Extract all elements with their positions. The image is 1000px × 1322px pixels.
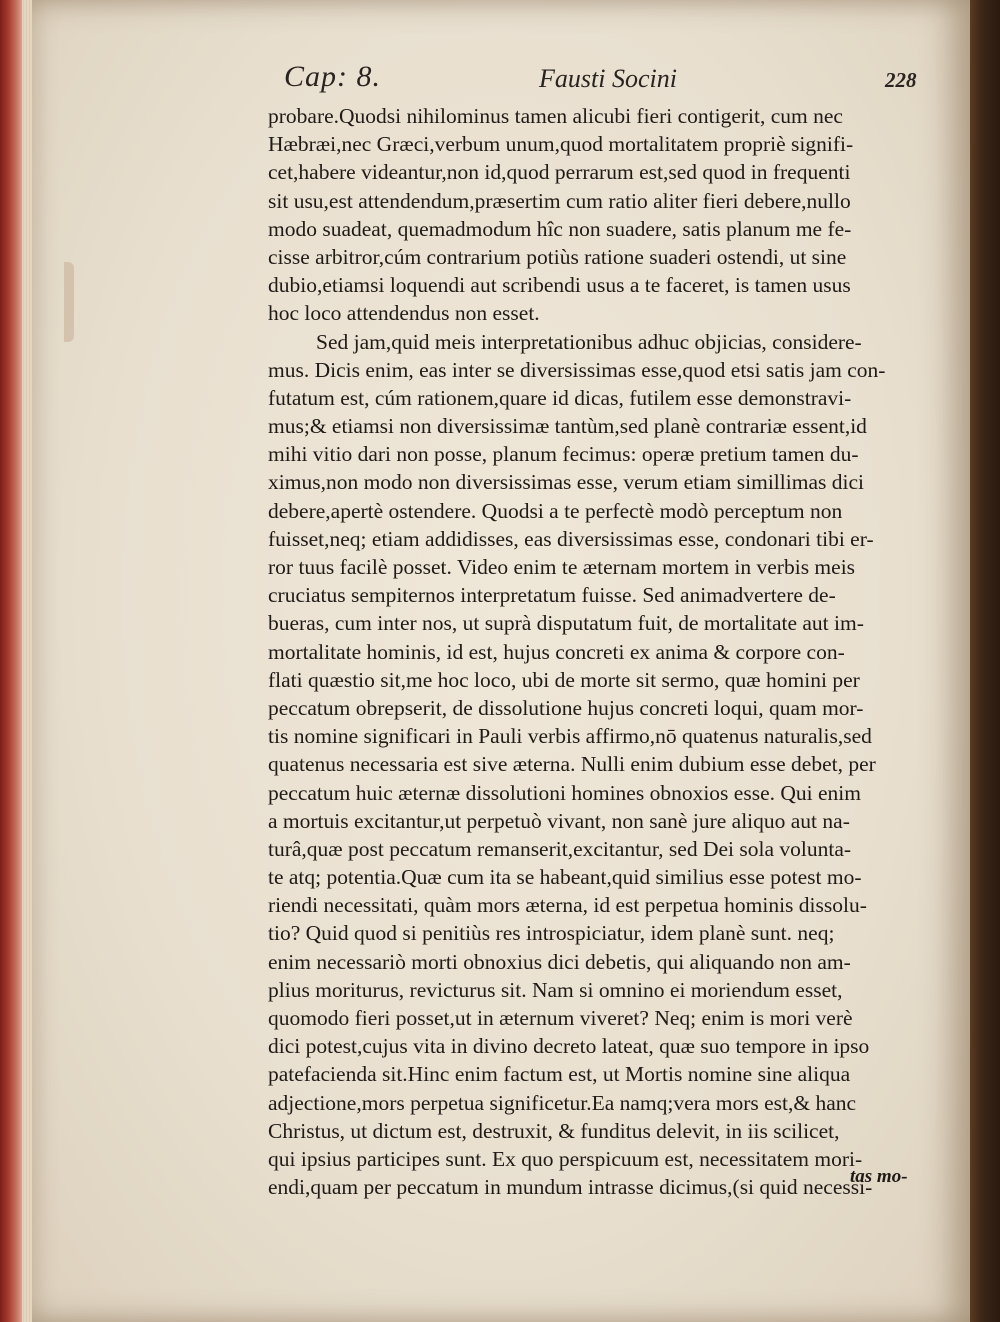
text-line: hoc loco attendendus non esset. <box>268 301 540 326</box>
text-line: tis nomine significari in Pauli verbis affirmo,nō quatenus naturalis,sed <box>268 724 872 749</box>
text-line: cet,habere videantur,non id,quod perrarum est,sed quod in frequenti <box>268 160 851 185</box>
text-line: ror tuus facilè posset. Video enim te æternam mortem in verbis meis <box>268 555 856 579</box>
text-line: cisse arbitror,cúm contrarium potiùs ratione suaderi ostendi, ut sine <box>268 244 847 269</box>
text-line: riendi necessitati, quàm mors æterna, id est perpetua hominis dissolu- <box>268 893 867 918</box>
text-line: enim necessariò morti obnoxius dici debetis, qui aliquando non am- <box>268 949 851 974</box>
text-line: adjectione,mors perpetua significetur.Ea namq;vera mors est,& hanc <box>268 1090 857 1115</box>
text-line: quatenus necessaria est sive æterna. Nulli enim dubium esse debet, per <box>268 752 876 777</box>
text-line: peccatum obrepserit, de dissolutione hujus concreti loqui, quam mor- <box>268 695 864 720</box>
text-line: fuisset,neq; etiam addidisses, eas diversissimas esse, condonari tibi er- <box>268 526 874 551</box>
text-line: probare.Quodsi nihilominus tamen alicubi fieri contigerit, cum nec <box>268 104 843 128</box>
text-line: qui ipsius participes sunt. Ex quo perspicuum est, necessitatem mori- <box>268 1146 863 1171</box>
text-line: turâ,quæ post peccatum remanserit,excitantur, sed Dei sola volunta- <box>268 836 852 861</box>
page-edges <box>22 0 32 1322</box>
text-line: endi,quam per peccatum in mundum intrasse dicimus,(si quid necessi- <box>268 1175 873 1200</box>
running-header <box>32 60 970 106</box>
book-page <box>32 0 970 1322</box>
text-line: patefacienda sit.Hinc enim factum est, ut Mortis nomine sine aliqua <box>268 1062 851 1087</box>
text-line: peccatum huic æternæ dissolutioni homines obnoxios esse. Qui enim <box>268 780 861 805</box>
text-line: quomodo fieri posset,ut in æternum viveret? Neq; enim is mori verè <box>268 1006 853 1030</box>
text-line: Sed jam,quid meis interpretationibus adhuc objicias, considere- <box>316 329 862 354</box>
page-number: 228 <box>885 68 917 92</box>
text-line: bueras, cum inter nos, ut suprà disputatum fuit, de mortalitate aut im- <box>268 611 864 636</box>
book-binding-right <box>970 0 1000 1322</box>
text-line: dubio,etiamsi loquendi aut scribendi usus a te faceret, is tamen usus <box>268 273 851 298</box>
catchword: tas mo- <box>850 1166 908 1187</box>
text-line: flati quæstio sit,me hoc loco, ubi de morte sit sermo, quæ homini per <box>268 667 860 692</box>
text-line: cruciatus sempiternos interpretatum fuisse. Sed animadvertere de- <box>268 583 836 608</box>
text-line: a mortuis excitantur,ut perpetuò vivant, non sanè jure aliquo aut na- <box>268 808 850 833</box>
text-line: ximus,non modo non diversissimas esse, verum etiam simillimas dici <box>268 470 864 495</box>
text-line: tio? Quid quod si penitiùs res introspiciatur, idem planè sunt. neq; <box>268 921 835 946</box>
text-line: debere,apertè ostendere. Quodsi a te perfectè modò perceptum non <box>268 498 843 523</box>
text-line: mihi vitio dari non posse, planum fecimus: operæ pretium tamen du- <box>268 442 859 467</box>
book-binding-left <box>0 0 22 1322</box>
text-line: mus;& etiamsi non diversissimæ tantùm,sed planè contrariæ essent,id <box>268 414 867 439</box>
text-line: dici potest,cujus vita in divino decreto lateat, quæ suo tempore in ipso <box>268 1034 870 1059</box>
text-line: plius moriturus, revicturus sit. Nam si omnino ei moriendum esset, <box>268 977 843 1002</box>
text-line: te atq; potentia.Quæ cum ita se habeant,quid similius esse potest mo- <box>268 865 862 890</box>
running-title: Fausti Socini <box>539 64 677 93</box>
chapter-heading: Cap: 8. <box>284 60 381 93</box>
text-line: modo suadeat, quemadmodum hîc non suadere, satis planum me fe- <box>268 216 852 241</box>
text-line: mortalitate hominis, id est, hujus concreti ex anima & corpore con- <box>268 639 845 664</box>
page-tab-shadow <box>64 262 74 342</box>
body-text <box>268 102 968 1201</box>
text-line: Hæbræi,nec Græci,verbum unum,quod mortalitatem propriè signifi- <box>268 132 854 157</box>
text-line: sit usu,est attendendum,præsertim cum ratio aliter fieri debere,nullo <box>268 188 851 213</box>
text-line: futatum est, cúm rationem,quare id dicas, futilem esse demonstravi- <box>268 385 852 410</box>
text-line: mus. Dicis enim, eas inter se diversissimas esse,quod etsi satis jam con- <box>268 357 886 382</box>
text-line: Christus, ut dictum est, destruxit, & funditus delevit, in iis scilicet, <box>268 1118 840 1143</box>
